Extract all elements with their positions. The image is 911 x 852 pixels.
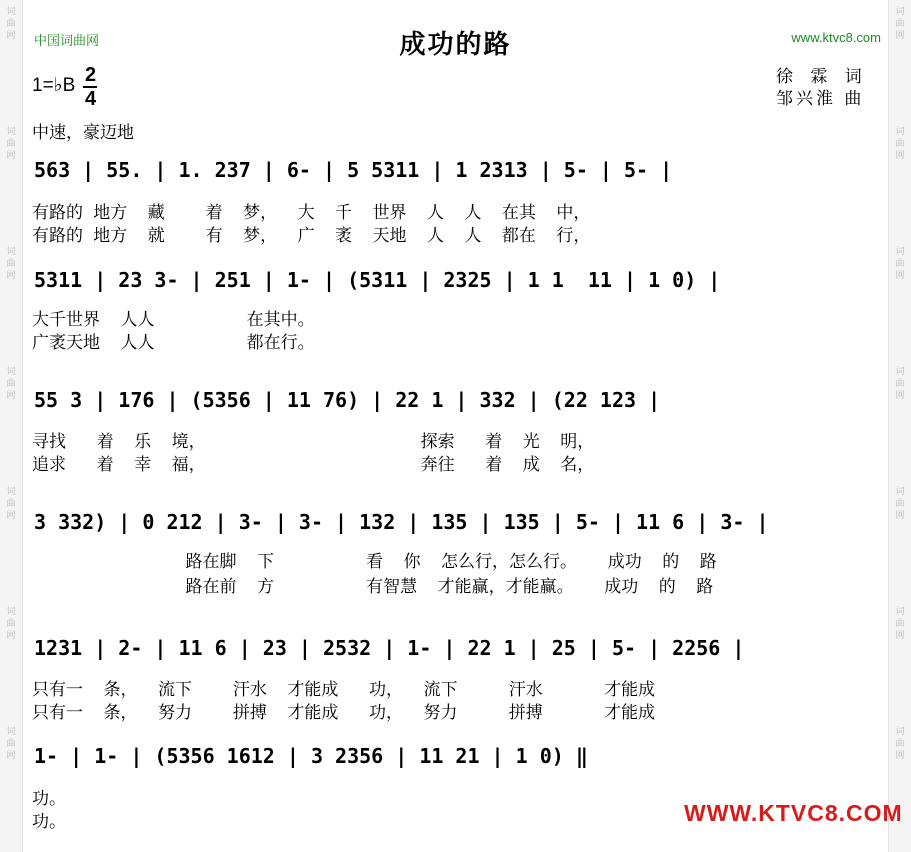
- lyrics-verse-2: 有路的 地方 就 有 梦， 广 袤 天地 人 人 都在 行，: [32, 226, 591, 246]
- tempo-marking: 中速，豪迈地: [32, 123, 134, 143]
- lyrics-verse-1: 功。: [32, 789, 66, 809]
- watermark-text: 词曲网: [895, 7, 905, 41]
- lyrics-verse-2: 追求 着 幸 福， 奔往 着 成 名，: [32, 455, 595, 475]
- footer-brand-url[interactable]: WWW.KTVC8.COM: [684, 800, 903, 826]
- watermark-text: 词曲网: [6, 367, 16, 401]
- site-name[interactable]: 中国词曲网: [34, 34, 100, 49]
- lyrics-verse-2: 功。: [32, 812, 66, 832]
- time-signature-top: 2: [85, 64, 97, 86]
- notation-line: 3 332) | 0 212 | 3- | 3- | 132 | 135 | 135 | 5- | 11 6 | 3- |: [34, 510, 769, 534]
- lyrics-verse-2: 广袤天地 人人 都在行。: [32, 333, 315, 353]
- watermark-text: 词曲网: [895, 607, 905, 641]
- watermark-text: 词曲网: [6, 727, 16, 761]
- lyrics-verse-1: 寻找 着 乐 境， 探索 着 光 明，: [32, 432, 595, 452]
- watermark-text: 词曲网: [6, 607, 16, 641]
- lyrics-verse-2: 路在前 方 有智慧 才能赢，才能赢。 成功 的 路: [32, 577, 714, 597]
- watermark-text: 词曲网: [6, 127, 16, 161]
- watermark-text: 词曲网: [6, 487, 16, 521]
- watermark-text: 词曲网: [895, 127, 905, 161]
- song-title: 成功的路: [399, 30, 512, 60]
- notation-line: 1- | 1- | (5356 1612 | 3 2356 | 11 21 | 1 0) ‖: [34, 744, 588, 768]
- watermark-text: 词曲网: [895, 487, 905, 521]
- watermark-text: 词曲网: [6, 7, 16, 41]
- lyrics-verse-1: 只有一 条， 流下 汗水 才能成 功， 流下 汗水 才能成: [32, 680, 656, 700]
- watermark-text: 词曲网: [895, 367, 905, 401]
- notation-line: 55 3 | 176 | (5356 | 11 76) | 22 1 | 332 | (22 123 |: [34, 388, 661, 412]
- watermark-text: 词曲网: [895, 727, 905, 761]
- lyrics-verse-1: 路在脚 下 看 你 怎么行，怎么行。 成功 的 路: [32, 552, 717, 572]
- lyrics-verse-1: 有路的 地方 藏 着 梦， 大 千 世界 人 人 在其 中，: [32, 203, 591, 223]
- watermark-text: 词曲网: [6, 247, 16, 281]
- notation-line: 563 | 55. | 1. 237 | 6- | 5 5311 | 1 2313 | 5- | 5- |: [34, 158, 673, 182]
- watermark-text: 词曲网: [895, 247, 905, 281]
- key-signature: 1=♭B: [32, 75, 76, 96]
- composer-credit: 邹兴淮 曲: [776, 89, 865, 109]
- notation-line: 1231 | 2- | 11 6 | 23 | 2532 | 1- | 22 1 | 25 | 5- | 2256 |: [34, 636, 745, 660]
- lyrics-verse-1: 大千世界 人人 在其中。: [32, 310, 315, 330]
- lyrics-verse-2: 只有一 条， 努力 拼搏 才能成 功， 努力 拼搏 才能成: [32, 703, 656, 723]
- right-watermark-strip: [888, 0, 911, 852]
- time-signature-bottom: 4: [85, 88, 97, 110]
- notation-line: 5311 | 23 3- | 251 | 1- | (5311 | 2325 | 1 1 11 | 1 0) |: [34, 268, 721, 292]
- site-url[interactable]: www.ktvc8.com: [791, 30, 881, 45]
- lyricist-credit: 徐 霖 词: [776, 67, 868, 87]
- left-watermark-strip: [0, 0, 23, 852]
